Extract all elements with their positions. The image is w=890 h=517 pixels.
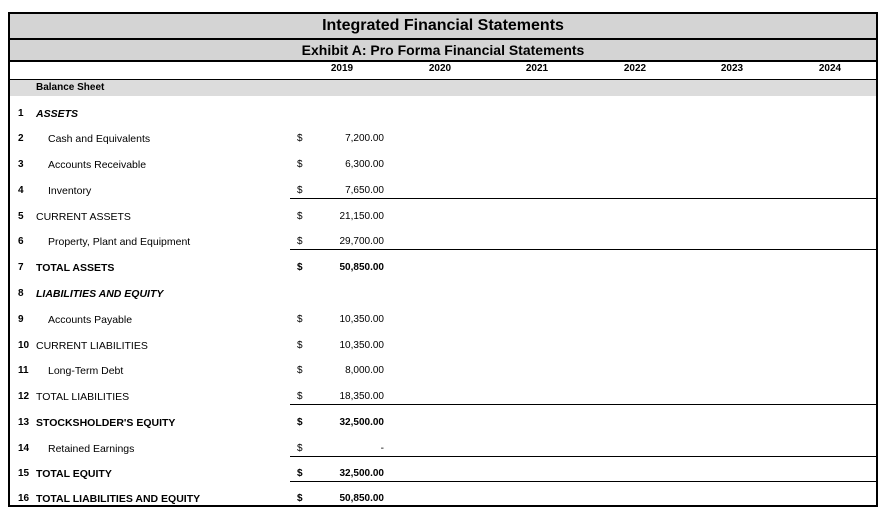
year-header-2024: 2024 <box>818 63 842 74</box>
row-label: Property, Plant and Equipment <box>48 236 191 248</box>
row-number: 12 <box>18 391 30 402</box>
table-row <box>10 130 876 148</box>
table-row <box>10 465 876 483</box>
currency-symbol: $ <box>297 185 303 196</box>
sheet-subtitle: Exhibit A: Pro Forma Financial Statements <box>10 40 876 62</box>
subtotal-underline <box>290 506 876 507</box>
year-header-2021: 2021 <box>525 63 549 74</box>
cell-2019[interactable]: 7,200.00 <box>345 133 384 144</box>
subtotal-underline <box>290 404 876 405</box>
table-row <box>10 208 876 226</box>
currency-symbol: $ <box>297 314 303 325</box>
row-label: Long-Term Debt <box>48 365 124 377</box>
cell-2019[interactable]: 6,300.00 <box>345 159 384 170</box>
cell-2019[interactable]: 32,500.00 <box>339 468 384 479</box>
row-label: Accounts Payable <box>48 314 133 326</box>
row-number: 1 <box>18 108 24 119</box>
cell-2019[interactable]: 32,500.00 <box>339 417 384 428</box>
row-label: ASSETS <box>36 108 79 120</box>
section-label: Balance Sheet <box>36 82 105 93</box>
row-number: 3 <box>18 159 24 170</box>
year-header-2020: 2020 <box>428 63 452 74</box>
cell-2019[interactable]: 50,850.00 <box>339 493 384 504</box>
table-row <box>10 490 876 508</box>
subtotal-underline <box>290 198 876 199</box>
row-number: 4 <box>18 185 24 196</box>
row-number: 2 <box>18 133 24 144</box>
table-row <box>10 388 876 406</box>
currency-symbol: $ <box>297 391 303 402</box>
year-header-row <box>10 62 876 80</box>
currency-symbol: $ <box>297 159 303 170</box>
financial-statement-sheet <box>8 12 878 507</box>
currency-symbol: $ <box>297 365 303 376</box>
row-number: 13 <box>18 417 30 428</box>
year-header-2023: 2023 <box>720 63 744 74</box>
table-row <box>10 337 876 355</box>
row-label: Cash and Equivalents <box>48 133 151 145</box>
cell-2019[interactable]: 18,350.00 <box>339 391 384 402</box>
table-row <box>10 440 876 458</box>
table-row <box>10 414 876 432</box>
row-label: TOTAL LIABILITIES <box>36 391 130 403</box>
cell-2019[interactable]: 10,350.00 <box>339 314 384 325</box>
table-row <box>10 259 876 277</box>
cell-2019[interactable]: - <box>380 443 384 454</box>
cell-2019[interactable]: 7,650.00 <box>345 185 384 196</box>
table-row <box>10 362 876 380</box>
row-number: 10 <box>18 340 30 351</box>
cell-2019[interactable]: 10,350.00 <box>339 340 384 351</box>
row-number: 5 <box>18 211 24 222</box>
row-number: 7 <box>18 262 24 273</box>
table-row <box>10 311 876 329</box>
row-number: 15 <box>18 468 30 479</box>
subtotal-underline <box>290 456 876 457</box>
cell-2019[interactable]: 21,150.00 <box>339 211 384 222</box>
row-number: 14 <box>18 443 30 454</box>
row-label: Accounts Receivable <box>48 159 147 171</box>
year-header-2019: 2019 <box>330 63 354 74</box>
currency-symbol: $ <box>297 493 303 504</box>
table-row <box>10 285 876 303</box>
row-label: TOTAL ASSETS <box>36 262 115 274</box>
subtotal-underline <box>290 481 876 482</box>
table-row <box>10 182 876 200</box>
cell-2019[interactable]: 50,850.00 <box>339 262 384 273</box>
currency-symbol: $ <box>297 133 303 144</box>
table-row <box>10 105 876 123</box>
row-label: CURRENT LIABILITIES <box>36 340 148 352</box>
row-label: STOCKSHOLDER'S EQUITY <box>36 417 176 429</box>
section-band <box>10 80 876 96</box>
subtotal-underline <box>290 249 876 250</box>
row-label: Inventory <box>48 185 92 197</box>
row-number: 8 <box>18 288 24 299</box>
year-header-2022: 2022 <box>623 63 647 74</box>
sheet-title: Integrated Financial Statements <box>10 14 876 40</box>
cell-2019[interactable]: 29,700.00 <box>339 236 384 247</box>
row-number: 6 <box>18 236 24 247</box>
currency-symbol: $ <box>297 211 303 222</box>
row-number: 16 <box>18 493 30 504</box>
row-label: LIABILITIES AND EQUITY <box>36 288 164 300</box>
currency-symbol: $ <box>297 443 303 454</box>
table-row <box>10 233 876 251</box>
row-number: 11 <box>18 365 29 376</box>
currency-symbol: $ <box>297 468 303 479</box>
currency-symbol: $ <box>297 236 303 247</box>
row-label: TOTAL EQUITY <box>36 468 112 480</box>
currency-symbol: $ <box>297 340 303 351</box>
row-label: Retained Earnings <box>48 443 135 455</box>
currency-symbol: $ <box>297 262 303 273</box>
table-row <box>10 156 876 174</box>
cell-2019[interactable]: 8,000.00 <box>345 365 384 376</box>
currency-symbol: $ <box>297 417 303 428</box>
row-number: 9 <box>18 314 24 325</box>
row-label: CURRENT ASSETS <box>36 211 131 223</box>
row-label: TOTAL LIABILITIES AND EQUITY <box>36 493 201 505</box>
